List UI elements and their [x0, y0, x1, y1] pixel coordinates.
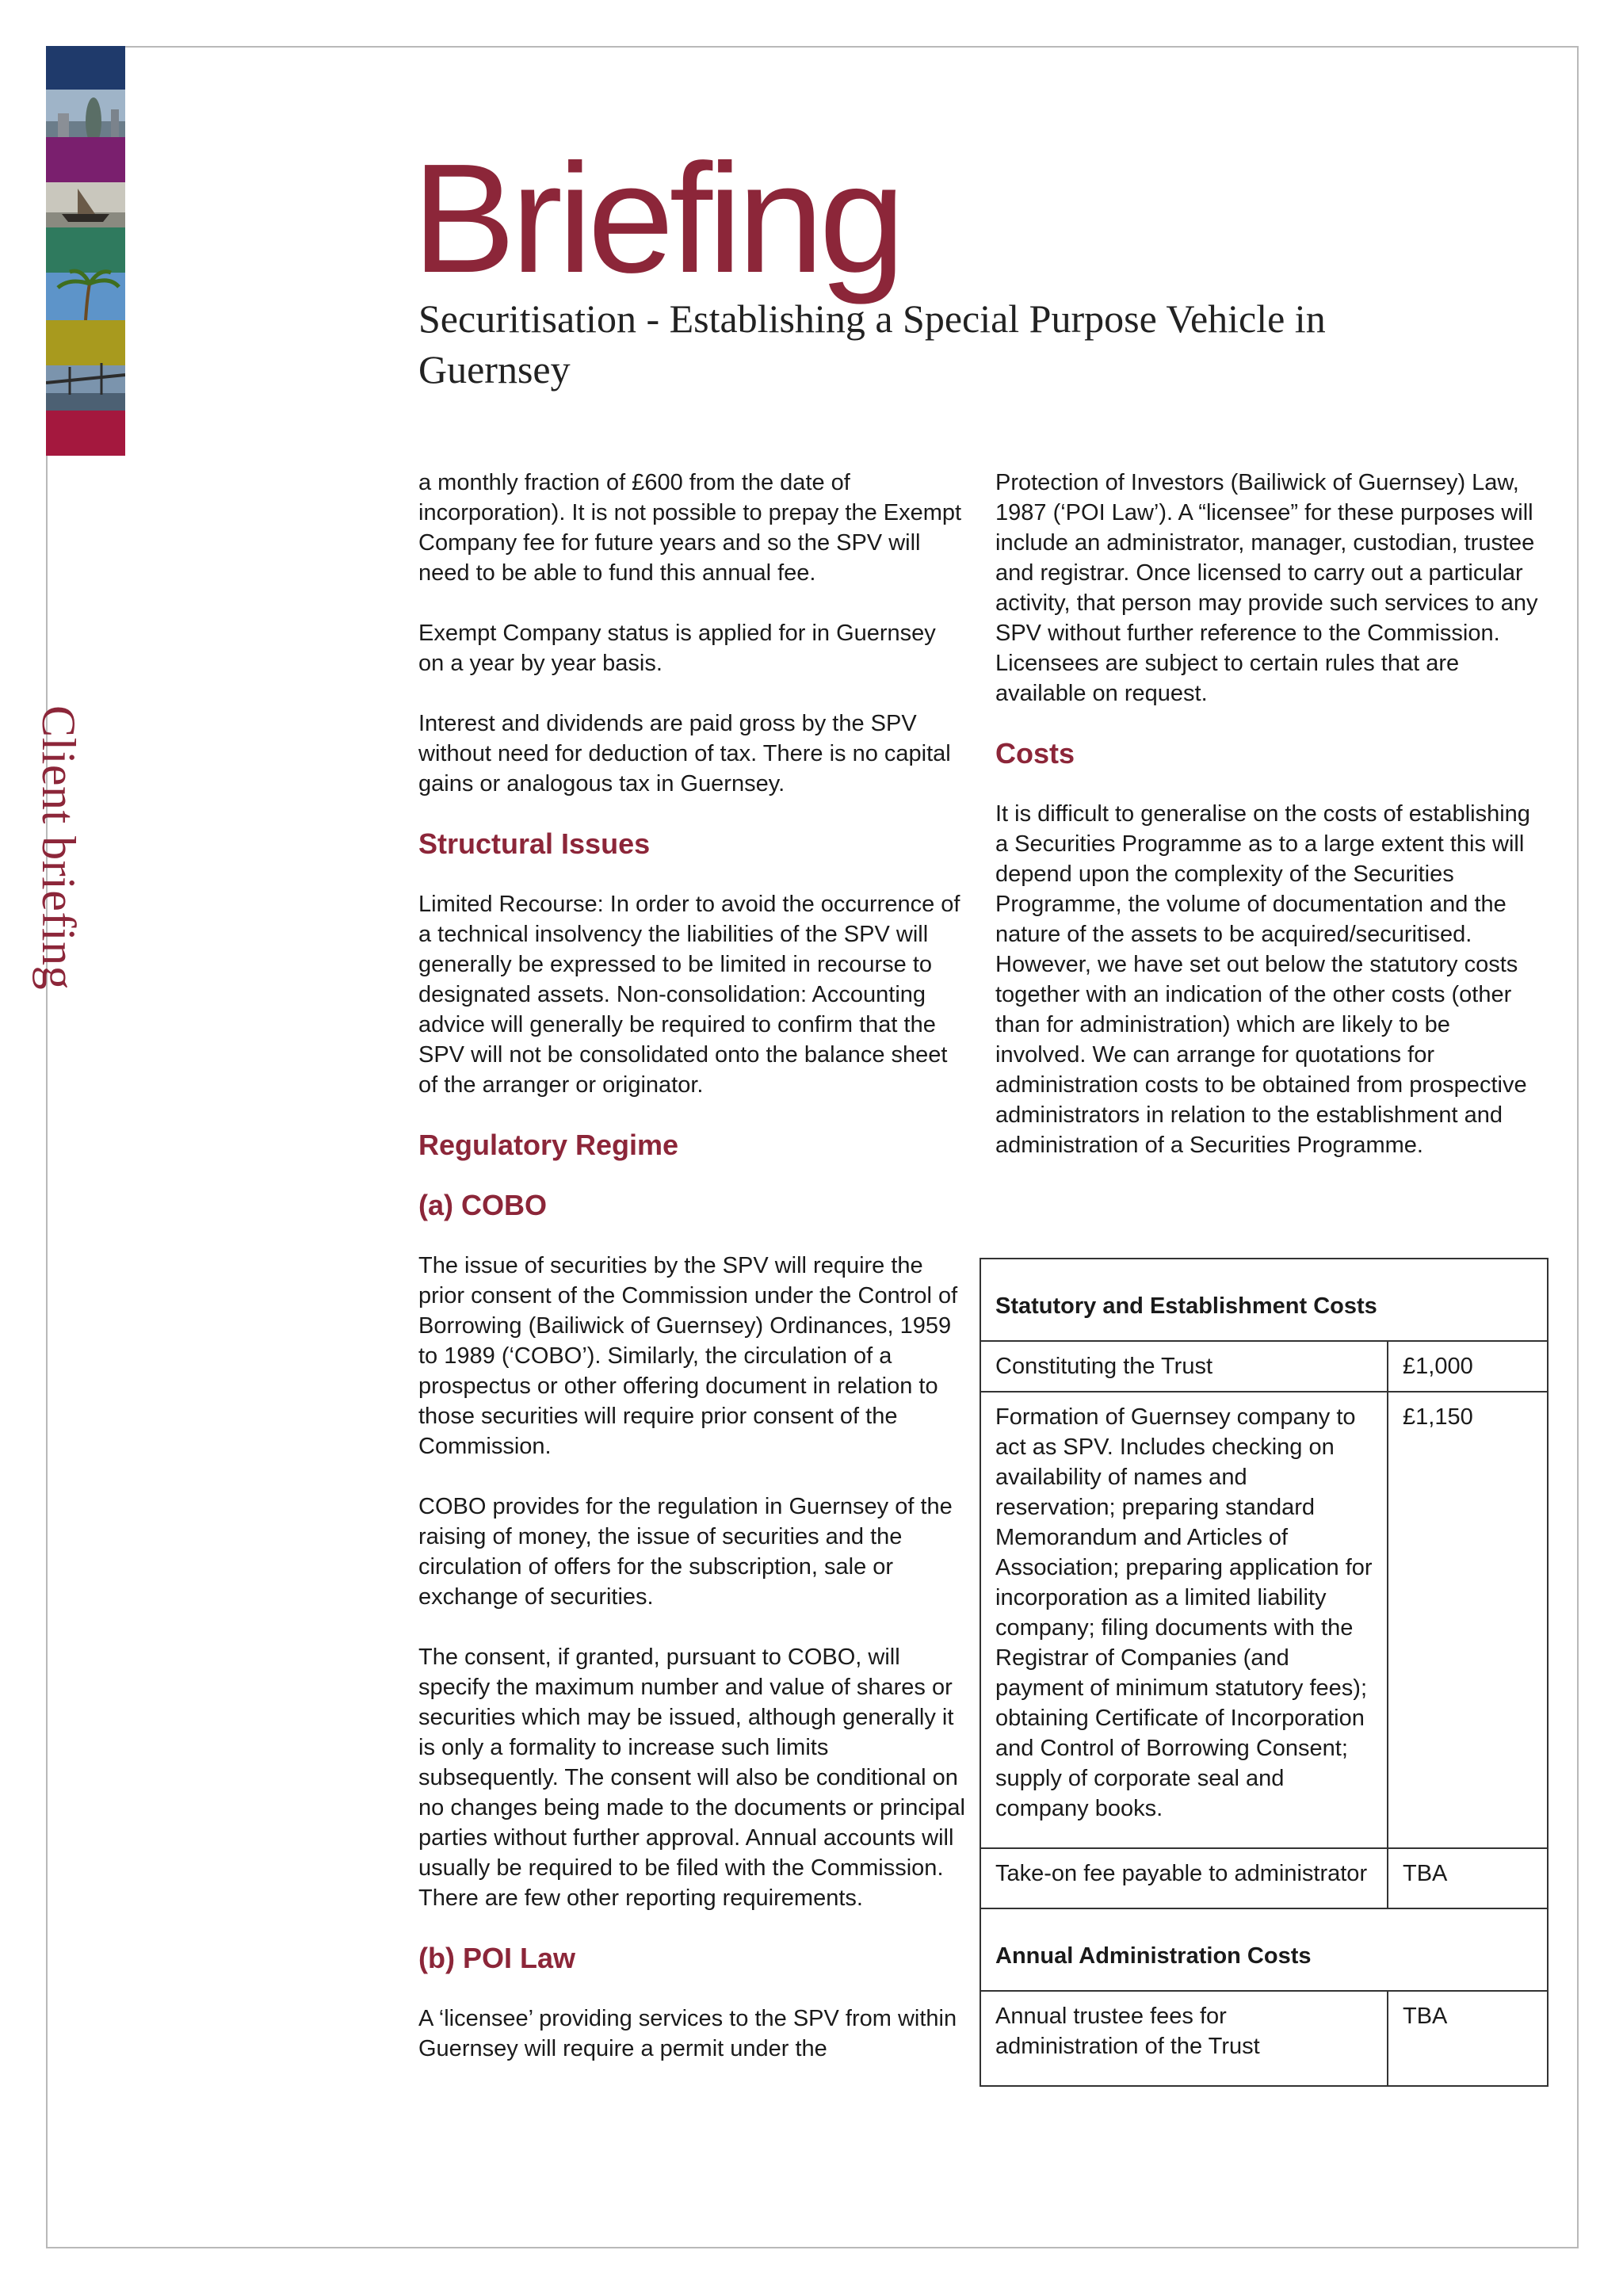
harbour-boat-image [46, 182, 125, 227]
section-heading-poi-law: (b) POI Law [418, 1942, 575, 1974]
cost-amount: £1,000 [1388, 1341, 1548, 1392]
stripe-block-olive [46, 320, 125, 365]
table-heading-row [980, 1259, 1548, 1341]
stripe-block-green [46, 227, 125, 273]
stripe-block-crimson [46, 411, 125, 456]
costs-table [980, 1258, 1549, 2087]
bridge-image [46, 363, 125, 411]
client-briefing-side-label: Client briefing [32, 705, 85, 991]
right-column [995, 468, 1542, 1190]
paragraph: The issue of securities by the SPV will require the prior consent of the Commission under the Control of Borrowing (Bailiwick of Guernsey) Ordinances, 1959 to 1989 (‘COBO’). Similarly, the circulation of a prospectus or other offering document in relation to those securities will require prior consent of the Commission. [418, 1253, 958, 1459]
table-row [980, 1848, 1548, 1908]
decorative-stripe [46, 46, 125, 646]
stripe-block-purple [46, 137, 125, 182]
section-heading-cobo: (a) COBO [418, 1189, 547, 1221]
cost-amount: TBA [1388, 1848, 1548, 1908]
section-heading-regulatory-regime: Regulatory Regime [418, 1129, 679, 1161]
paragraph: a monthly fraction of £600 from the date of incorporation). It is not possible to prepay the Exempt Company fee for future years and so the SPV will need to be able to fund this annual fee. [418, 470, 962, 586]
page-title: Briefing [412, 132, 901, 305]
cost-item: Formation of Guernsey company to act as SPV. Includes checking on availability of names and reservation; preparing standard Memorandum and Articles of Association; preparing application for incorporation as a limited liability company; filing documents with the Registrar of Companies (and payment of minimum statutory fees); obtaining Certificate of Incorporation and Control of Borrowing Consent; supply of corporate seal and company books. [980, 1392, 1388, 1848]
statutory-costs-heading: Statutory and Establishment Costs [980, 1259, 1548, 1341]
table-row [980, 1392, 1548, 1848]
cost-item: Take-on fee payable to administrator [980, 1848, 1388, 1908]
table-row [980, 1341, 1548, 1392]
cost-amount: £1,150 [1388, 1392, 1548, 1848]
paragraph: The consent, if granted, pursuant to COBO, will specify the maximum number and value of shares or securities which may be issued, although generally it is only a formality to increase such limits subsequently. The consent will also be conditional on no changes being made to the documents or principal parties without further approval. Annual accounts will usually be required to be filed with the Commission. There are few other reporting requirements. [418, 1645, 965, 1911]
city-skyline-image [46, 90, 125, 145]
section-heading-costs: Costs [995, 737, 1075, 770]
paragraph: Exempt Company status is applied for in Guernsey on a year by year basis. [418, 621, 936, 676]
paragraph: Interest and dividends are paid gross by the SPV without need for deduction of tax. There is no capital gains or analogous tax in Guernsey. [418, 711, 951, 797]
annual-costs-heading: Annual Administration Costs [980, 1908, 1548, 1991]
paragraph: It is difficult to generalise on the costs of establishing a Securities Programme as to a large extent this will depend upon the complexity of the Securities Programme, the volume of documentation and the nature of the assets to be acquired/securitised. However, we have set out below the statutory costs together with an indication of the other costs (other than for administration) which are likely to be involved. We can arrange for quotations for administration costs to be obtained from prospective administrators in relation to the establishment and administration of a Securities Programme. [995, 801, 1530, 1158]
page-subtitle: Securitisation - Establishing a Special Purpose Vehicle in Guernsey [418, 296, 1326, 392]
stripe-block-navy [46, 46, 125, 90]
table-heading-row [980, 1908, 1548, 1991]
palm-tree-image [46, 271, 125, 320]
paragraph: Limited Recourse: In order to avoid the occurrence of a technical insolvency the liabilities of the SPV will generally be expressed to be limited in recourse to designated assets. Non-consolidation: Accounting advice will generally be required to confirm that the SPV will not be consolidated onto the balance sheet of the arranger or originator. [418, 892, 960, 1098]
paragraph: A ‘licensee’ providing services to the SPV from within Guernsey will require a permit under the [418, 2006, 957, 2061]
cost-item: Annual trustee fees for administration of the Trust [980, 1991, 1388, 2086]
left-column [418, 468, 965, 2094]
section-heading-structural-issues: Structural Issues [418, 827, 651, 860]
paragraph: Protection of Investors (Bailiwick of Guernsey) Law, 1987 (‘POI Law’). A “licensee” for these purposes will include an administrator, manager, custodian, trustee and registrar. Once licensed to carry out a particular activity, that person may provide such services to any SPV without further reference to the Commission. Licensees are subject to certain rules that are available on request. [995, 470, 1538, 706]
cost-item: Constituting the Trust [980, 1341, 1388, 1392]
table-row [980, 1991, 1548, 2086]
paragraph: COBO provides for the regulation in Guernsey of the raising of money, the issue of securities and the circulation of offers for the subscription, sale or exchange of securities. [418, 1494, 953, 1610]
cost-amount: TBA [1388, 1991, 1548, 2086]
